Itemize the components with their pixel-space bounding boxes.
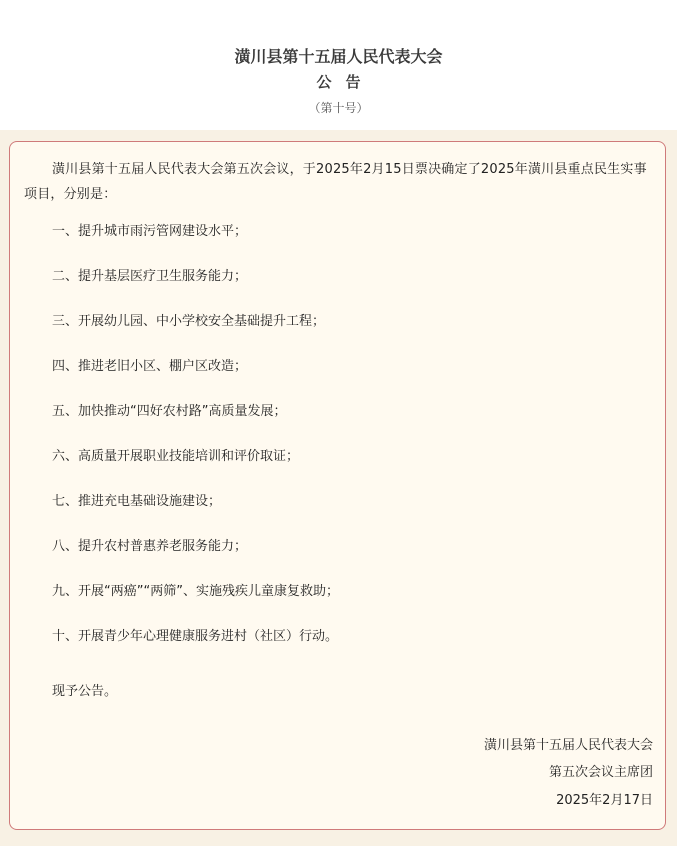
intro-paragraph: 潢川县第十五届人民代表大会第五次会议，于2025年2月15日票决确定了2025年潢川县重点民生实事项目，分别是： [24,162,647,202]
content-panel [9,141,666,830]
signature-presidium: 第五次会议主席团 [548,765,653,780]
announcement-subtitle: 公告 [316,73,375,91]
announcement-number: （第十号） [308,101,369,115]
closing-line: 现予公告。 [52,684,118,699]
list-item: 十、开展青少年心理健康服务进村（社区）行动。 [52,629,339,644]
list-item: 八、提升农村普惠养老服务能力； [52,539,248,554]
signature-org: 潢川县第十五届人民代表大会 [483,738,653,753]
signature-date: 2025年2月17日 [556,793,653,808]
list-item: 四、推进老旧小区、棚户区改造； [52,359,248,374]
list-item: 二、提升基层医疗卫生服务能力； [52,269,248,284]
list-item: 九、开展“两癌”“两筛”、实施残疾儿童康复救助； [52,584,339,599]
header [0,0,677,130]
list-item: 六、高质量开展职业技能培训和评价取证； [52,449,300,464]
list-item: 三、开展幼儿园、中小学校安全基础提升工程； [52,314,326,329]
list-item: 七、推进充电基础设施建设； [52,494,222,509]
list-item: 一、提升城市雨污管网建设水平； [52,224,248,239]
list-item: 五、加快推动“四好农村路”高质量发展； [52,404,287,419]
announcement-title: 潢川县第十五届人民代表大会 [234,47,443,66]
